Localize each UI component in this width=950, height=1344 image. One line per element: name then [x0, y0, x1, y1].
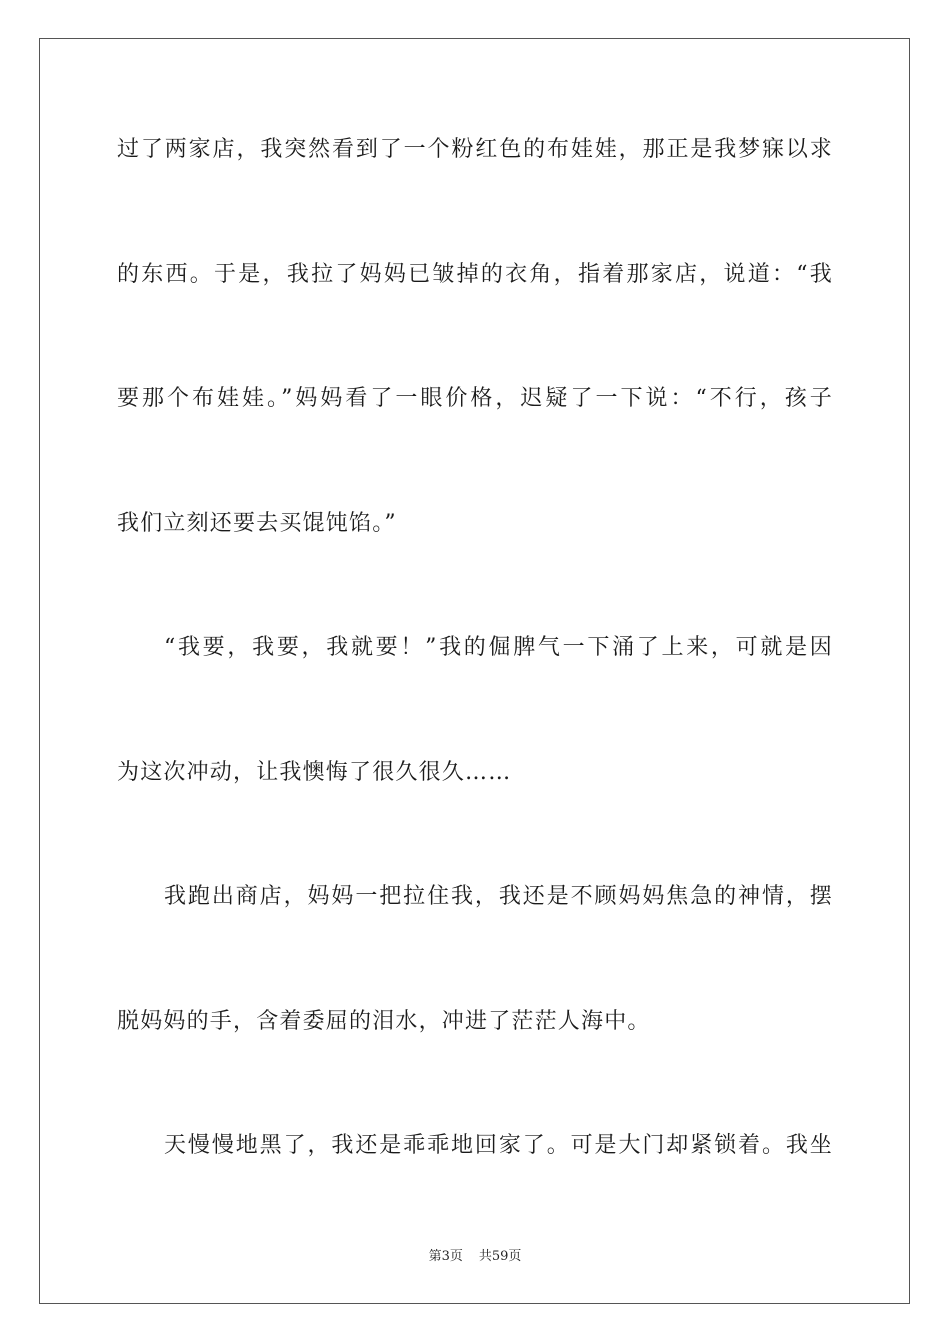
text-line-4: 我们立刻还要去买馄饨馅。”	[117, 511, 397, 536]
page-number: 第3页	[428, 1249, 463, 1264]
total-pages: 共59页	[478, 1249, 522, 1264]
text-line-3: 要那个布娃娃。”妈妈看了一眼价格，迟疑了一下说：“不行，孩子	[117, 386, 833, 411]
text-line-1: 过了两家店，我突然看到了一个粉红色的布娃娃，那正是我梦寐以求	[117, 137, 833, 162]
text-line-8: 脱妈妈的手，含着委屈的泪水，冲进了茫茫人海中。	[117, 1009, 651, 1034]
page-border	[39, 38, 910, 1304]
text-line-2: 的东西。于是，我拉了妈妈已皱掉的衣角，指着那家店，说道：“我	[117, 262, 833, 287]
text-line-6: 为这次冲动，让我懊悔了很久很久……	[117, 760, 512, 785]
page-footer	[0, 1248, 950, 1266]
text-line-9: 天慢慢地黑了，我还是乖乖地回家了。可是大门却紧锁着。我坐	[164, 1133, 833, 1158]
text-line-7: 我跑出商店，妈妈一把拉住我，我还是不顾妈妈焦急的神情，摆	[164, 884, 833, 909]
text-line-5: “我要，我要，我就要！”我的倔脾气一下涌了上来，可就是因	[164, 635, 833, 660]
